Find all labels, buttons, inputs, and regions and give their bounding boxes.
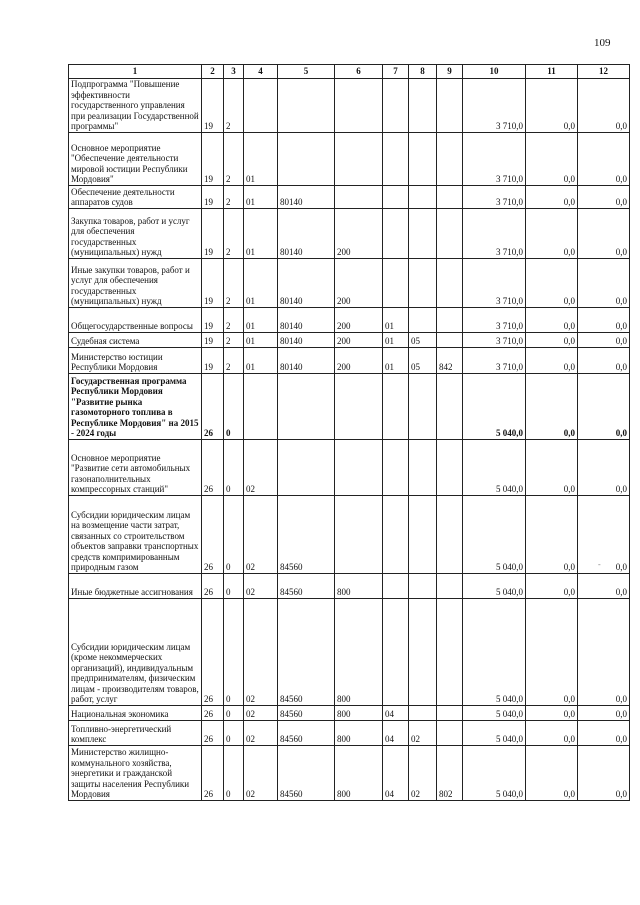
cell-col-10: 3 710,0 [463, 332, 526, 347]
cell-col-6: 200 [335, 258, 383, 307]
header-row [69, 65, 630, 79]
column-header-3: 3 [224, 65, 244, 79]
cell-col-4 [244, 79, 278, 133]
cell-col-6: 800 [335, 573, 383, 598]
cell-col-4: 02 [244, 439, 278, 495]
table-row [69, 132, 630, 185]
scan-mark: - [598, 560, 601, 569]
cell-col-10: 3 710,0 [463, 307, 526, 332]
cell-col-8 [409, 258, 437, 307]
page-number: 109 [594, 37, 611, 49]
cell-col-12: 0,0 [578, 185, 630, 208]
row-name-cell: Основное мероприятие "Обеспечение деятельности мировой юстиции Республики Мордовия" [69, 132, 202, 185]
cell-col-2: 26 [202, 495, 224, 573]
cell-col-5: 84560 [278, 495, 335, 573]
table-row [69, 332, 630, 347]
cell-col-11: 0,0 [526, 307, 578, 332]
cell-col-9 [437, 79, 463, 133]
cell-col-2: 26 [202, 439, 224, 495]
cell-col-12: 0,0 [578, 132, 630, 185]
cell-col-11: 0,0 [526, 185, 578, 208]
cell-col-4: 01 [244, 208, 278, 258]
cell-col-9 [437, 598, 463, 705]
cell-col-7: 04 [383, 705, 409, 720]
column-header-11: 11 [526, 65, 578, 79]
cell-col-9 [437, 573, 463, 598]
cell-col-3: 2 [224, 79, 244, 133]
cell-col-7 [383, 373, 409, 439]
cell-col-12: 0,0 [578, 373, 630, 439]
cell-col-4: 02 [244, 573, 278, 598]
cell-col-7: 04 [383, 745, 409, 800]
table-row [69, 705, 630, 720]
table-row [69, 185, 630, 208]
cell-col-6: 200 [335, 332, 383, 347]
cell-col-5: 80140 [278, 258, 335, 307]
column-header-1: 1 [69, 65, 202, 79]
row-name-cell: Субсидии юридическим лицам на возмещение части затрат, связанных со строительством объектов заправки транспортных средств компримированным природным газом [69, 495, 202, 573]
cell-col-9 [437, 185, 463, 208]
cell-col-2: 26 [202, 705, 224, 720]
cell-col-2: 19 [202, 208, 224, 258]
cell-col-12: 0,0 [578, 208, 630, 258]
cell-col-3: 0 [224, 720, 244, 745]
cell-col-10: 5 040,0 [463, 598, 526, 705]
cell-col-11: 0,0 [526, 495, 578, 573]
table-row [69, 598, 630, 705]
cell-col-8: 05 [409, 332, 437, 347]
row-name-cell: Министерство жилищно-коммунального хозяйства, энергетики и гражданской защиты населения Республики Мордовия [69, 745, 202, 800]
cell-col-5: 80140 [278, 347, 335, 373]
cell-col-3: 2 [224, 332, 244, 347]
cell-col-5 [278, 132, 335, 185]
cell-col-3: 2 [224, 258, 244, 307]
cell-col-12: 0,0 [578, 347, 630, 373]
cell-col-10: 5 040,0 [463, 720, 526, 745]
cell-col-10: 5 040,0 [463, 745, 526, 800]
cell-col-2: 26 [202, 598, 224, 705]
cell-col-4: 02 [244, 598, 278, 705]
column-header-8: 8 [409, 65, 437, 79]
row-name-cell: Закупка товаров, работ и услуг для обеспечения государственных (муниципальных) нужд [69, 208, 202, 258]
table-row [69, 258, 630, 307]
cell-col-4: 01 [244, 258, 278, 307]
cell-col-3: 0 [224, 373, 244, 439]
cell-col-11: 0,0 [526, 720, 578, 745]
cell-col-5: 84560 [278, 745, 335, 800]
table-row [69, 373, 630, 439]
cell-col-8 [409, 132, 437, 185]
row-name-cell: Национальная экономика [69, 705, 202, 720]
cell-col-12: 0,0 [578, 745, 630, 800]
cell-col-2: 26 [202, 720, 224, 745]
column-header-6: 6 [335, 65, 383, 79]
cell-col-4: 02 [244, 745, 278, 800]
cell-col-8 [409, 439, 437, 495]
cell-col-5: 84560 [278, 598, 335, 705]
cell-col-11: 0,0 [526, 373, 578, 439]
row-name-cell: Иные бюджетные ассигнования [69, 573, 202, 598]
cell-col-9: 842 [437, 347, 463, 373]
row-name-cell: Подпрограмма "Повышение эффективности государственного управления при реализации Государственной программы" [69, 79, 202, 133]
cell-col-5: 80140 [278, 208, 335, 258]
cell-col-6: 200 [335, 208, 383, 258]
cell-col-11: 0,0 [526, 573, 578, 598]
cell-col-9 [437, 132, 463, 185]
cell-col-3: 0 [224, 745, 244, 800]
cell-col-2: 26 [202, 373, 224, 439]
cell-col-2: 19 [202, 79, 224, 133]
cell-col-7: 01 [383, 307, 409, 332]
cell-col-10: 3 710,0 [463, 132, 526, 185]
cell-col-10: 3 710,0 [463, 347, 526, 373]
cell-col-8: 02 [409, 720, 437, 745]
cell-col-11: 0,0 [526, 132, 578, 185]
column-header-4: 4 [244, 65, 278, 79]
cell-col-4: 01 [244, 307, 278, 332]
cell-col-5: 80140 [278, 185, 335, 208]
cell-col-2: 19 [202, 307, 224, 332]
column-header-5: 5 [278, 65, 335, 79]
cell-col-11: 0,0 [526, 347, 578, 373]
cell-col-8 [409, 79, 437, 133]
cell-col-12: 0,0 [578, 598, 630, 705]
cell-col-9 [437, 495, 463, 573]
table-row [69, 720, 630, 745]
column-header-12: 12 [578, 65, 630, 79]
cell-col-12: 0,0 [578, 258, 630, 307]
row-name-cell: Субсидии юридическим лицам (кроме некоммерческих организаций), индивидуальным предпринимателям, физическим лицам - производителям товаров, работ, услуг [69, 598, 202, 705]
cell-col-3: 0 [224, 439, 244, 495]
cell-col-7: 04 [383, 720, 409, 745]
table-row [69, 208, 630, 258]
cell-col-4: 01 [244, 347, 278, 373]
cell-col-3: 2 [224, 208, 244, 258]
cell-col-10: 3 710,0 [463, 208, 526, 258]
cell-col-7 [383, 598, 409, 705]
cell-col-6 [335, 185, 383, 208]
cell-col-9 [437, 373, 463, 439]
cell-col-5 [278, 373, 335, 439]
cell-col-8 [409, 705, 437, 720]
cell-col-7 [383, 495, 409, 573]
cell-col-9 [437, 720, 463, 745]
cell-col-7: 01 [383, 332, 409, 347]
cell-col-7 [383, 79, 409, 133]
cell-col-5: 80140 [278, 307, 335, 332]
table-row [69, 307, 630, 332]
table-row [69, 573, 630, 598]
cell-col-2: 19 [202, 332, 224, 347]
table-row [69, 79, 630, 133]
cell-col-11: 0,0 [526, 208, 578, 258]
row-name-cell: Общегосударственные вопросы [69, 307, 202, 332]
cell-col-8 [409, 598, 437, 705]
cell-col-2: 26 [202, 745, 224, 800]
table-row [69, 745, 630, 800]
column-header-9: 9 [437, 65, 463, 79]
cell-col-3: 0 [224, 495, 244, 573]
cell-col-8 [409, 307, 437, 332]
cell-col-5: 84560 [278, 720, 335, 745]
cell-col-4: 02 [244, 705, 278, 720]
row-name-cell: Основное мероприятие "Развитие сети автомобильных газонаполнительных компрессорных станций" [69, 439, 202, 495]
cell-col-12: 0,0 [578, 79, 630, 133]
cell-col-11: 0,0 [526, 79, 578, 133]
cell-col-6: 800 [335, 598, 383, 705]
cell-col-9 [437, 439, 463, 495]
table-row [69, 347, 630, 373]
cell-col-6: 800 [335, 720, 383, 745]
cell-col-8 [409, 573, 437, 598]
table-row [69, 439, 630, 495]
cell-col-2: 19 [202, 132, 224, 185]
cell-col-5 [278, 439, 335, 495]
cell-col-11: 0,0 [526, 439, 578, 495]
cell-col-10: 5 040,0 [463, 495, 526, 573]
cell-col-2: 19 [202, 347, 224, 373]
cell-col-11: 0,0 [526, 598, 578, 705]
cell-col-10: 5 040,0 [463, 705, 526, 720]
cell-col-5: 80140 [278, 332, 335, 347]
cell-col-12: 0,0 [578, 720, 630, 745]
cell-col-7 [383, 573, 409, 598]
column-header-10: 10 [463, 65, 526, 79]
cell-col-2: 26 [202, 573, 224, 598]
cell-col-3: 0 [224, 598, 244, 705]
cell-col-10: 3 710,0 [463, 185, 526, 208]
cell-col-6 [335, 132, 383, 185]
cell-col-7 [383, 439, 409, 495]
cell-col-6: 800 [335, 705, 383, 720]
table-body [69, 79, 630, 801]
cell-col-6: 800 [335, 745, 383, 800]
row-name-cell: Иные закупки товаров, работ и услуг для обеспечения государственных (муниципальных) нужд [69, 258, 202, 307]
cell-col-3: 2 [224, 132, 244, 185]
cell-col-11: 0,0 [526, 332, 578, 347]
cell-col-9 [437, 208, 463, 258]
cell-col-7 [383, 258, 409, 307]
cell-col-2: 19 [202, 258, 224, 307]
cell-col-2: 19 [202, 185, 224, 208]
column-header-7: 7 [383, 65, 409, 79]
cell-col-5: 84560 [278, 573, 335, 598]
cell-col-12: 0,0 [578, 332, 630, 347]
cell-col-8: 02 [409, 745, 437, 800]
cell-col-3: 2 [224, 307, 244, 332]
cell-col-5 [278, 79, 335, 133]
cell-col-6: 200 [335, 307, 383, 332]
cell-col-10: 5 040,0 [463, 439, 526, 495]
cell-col-7 [383, 185, 409, 208]
cell-col-4: 01 [244, 185, 278, 208]
budget-table [68, 64, 630, 801]
cell-col-12: 0,0 [578, 439, 630, 495]
cell-col-8 [409, 185, 437, 208]
cell-col-3: 0 [224, 573, 244, 598]
cell-col-8 [409, 495, 437, 573]
cell-col-12: 0,0 [578, 495, 630, 573]
cell-col-12: 0,0 [578, 573, 630, 598]
cell-col-9 [437, 258, 463, 307]
cell-col-7 [383, 132, 409, 185]
cell-col-4: 01 [244, 332, 278, 347]
column-header-2: 2 [202, 65, 224, 79]
cell-col-4: 02 [244, 495, 278, 573]
cell-col-6 [335, 495, 383, 573]
cell-col-7 [383, 208, 409, 258]
cell-col-3: 2 [224, 185, 244, 208]
cell-col-8: 05 [409, 347, 437, 373]
cell-col-3: 0 [224, 705, 244, 720]
cell-col-12: 0,0 [578, 307, 630, 332]
cell-col-4: 02 [244, 720, 278, 745]
cell-col-10: 5 040,0 [463, 573, 526, 598]
cell-col-10: 5 040,0 [463, 373, 526, 439]
cell-col-9 [437, 307, 463, 332]
cell-col-8 [409, 373, 437, 439]
cell-col-10: 3 710,0 [463, 258, 526, 307]
row-name-cell: Судебная система [69, 332, 202, 347]
cell-col-11: 0,0 [526, 745, 578, 800]
cell-col-4 [244, 373, 278, 439]
cell-col-6 [335, 373, 383, 439]
cell-col-11: 0,0 [526, 705, 578, 720]
cell-col-12: 0,0 [578, 705, 630, 720]
cell-col-10: 3 710,0 [463, 79, 526, 133]
cell-col-4: 01 [244, 132, 278, 185]
cell-col-6 [335, 439, 383, 495]
cell-col-9: 802 [437, 745, 463, 800]
row-name-cell: Министерство юстиции Республики Мордовия [69, 347, 202, 373]
table-row [69, 495, 630, 573]
row-name-cell: Государственная программа Республики Мордовия "Развитие рынка газомоторного топлива в Республике Мордовия" на 2015 - 2024 годы [69, 373, 202, 439]
cell-col-9 [437, 705, 463, 720]
row-name-cell: Обеспечение деятельности аппаратов судов [69, 185, 202, 208]
row-name-cell: Топливно-энергетический комплекс [69, 720, 202, 745]
cell-col-9 [437, 332, 463, 347]
cell-col-6: 200 [335, 347, 383, 373]
cell-col-5: 84560 [278, 705, 335, 720]
cell-col-8 [409, 208, 437, 258]
cell-col-6 [335, 79, 383, 133]
cell-col-11: 0,0 [526, 258, 578, 307]
cell-col-3: 2 [224, 347, 244, 373]
cell-col-7: 01 [383, 347, 409, 373]
